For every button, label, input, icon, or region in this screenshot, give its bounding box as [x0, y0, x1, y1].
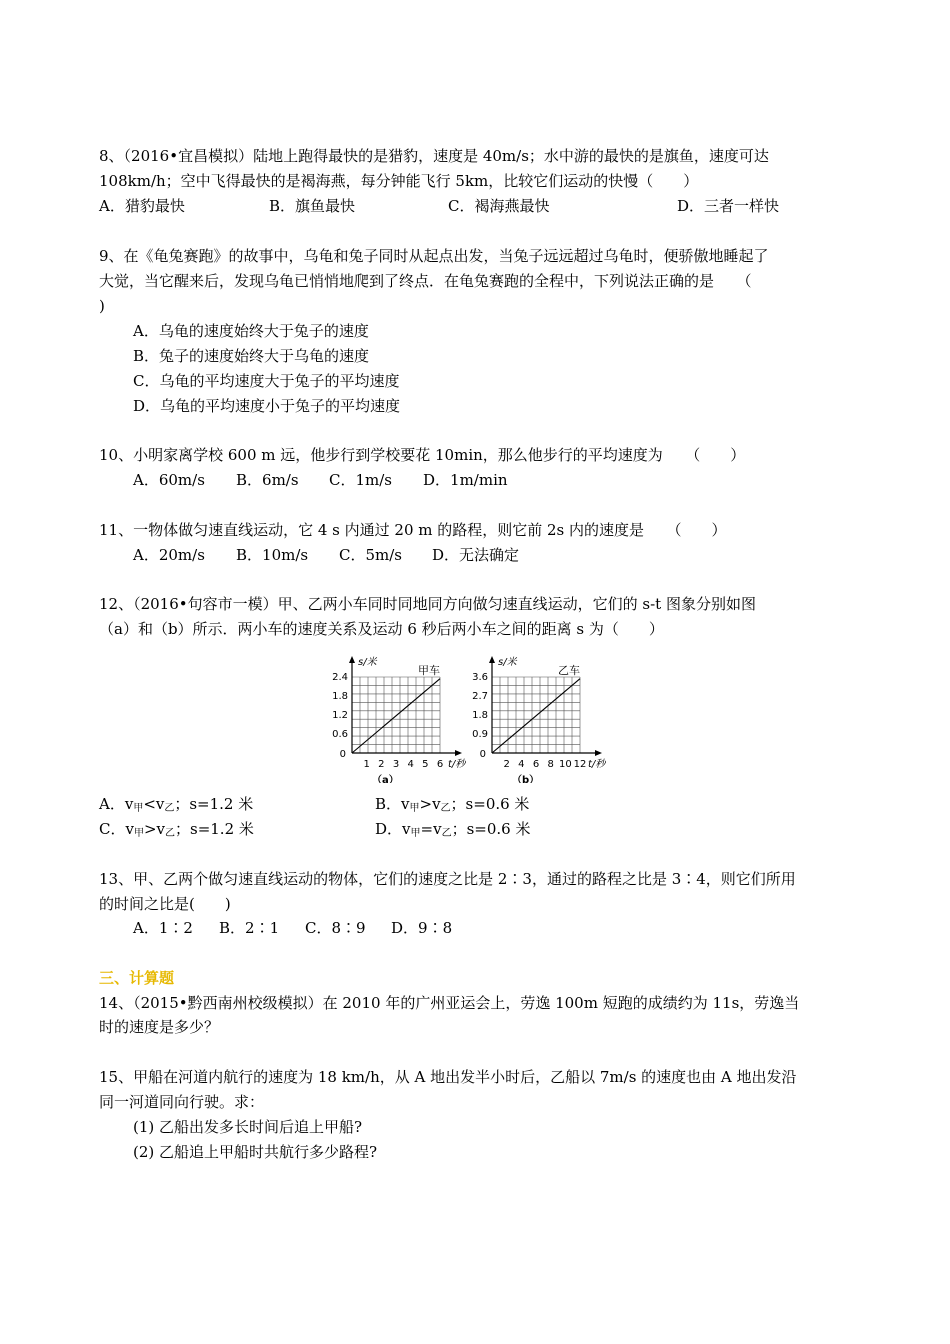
q14-line2: 时的速度是多少？ [99, 1018, 220, 1036]
x-tick-label: 2 [503, 759, 510, 770]
q11-option-c[interactable]: C．5m/s [339, 546, 402, 564]
q8-line2: 108km/h；空中飞得最快的是褐海燕，每分钟能飞行 5km，比较它们运动的快慢（ ） [99, 172, 699, 190]
x-tick-label: 8 [547, 759, 554, 770]
q12-line1: 12、（2016•句容市一模）甲、乙两小车同时同地同方向做匀速直线运动，它们的 s-t 图象分别如图 [99, 595, 756, 613]
x-tick-label: 4 [518, 759, 525, 770]
series-line [352, 679, 440, 753]
y-axis-label: s/米 [358, 657, 377, 668]
x-tick-label: 2 [378, 759, 385, 770]
y-axis-arrow [349, 656, 355, 663]
q13-option-c[interactable]: C．8∶9 [305, 919, 366, 937]
y-axis-arrow [489, 656, 495, 663]
x-tick-label: 6 [436, 759, 444, 770]
q12-option-d[interactable]: D．$v_甲=v_乙$；s=0.6 米 [375, 820, 531, 839]
q8-option-d[interactable]: D．三者一样快 [677, 197, 780, 215]
q8-option-a[interactable]: A．猎豹最快 [99, 197, 185, 215]
q9-option-a[interactable]: A．乌龟的速度始终大于兔子的速度 [133, 322, 369, 340]
q10-option-a[interactable]: A．60m/s [133, 471, 205, 489]
chart-title: 甲车 [418, 664, 440, 677]
q10-options [133, 470, 633, 490]
x-axis-label: t/秒 [448, 759, 466, 770]
x-tick-label: 6 [532, 759, 540, 770]
y-tick-label: 2.4 [332, 672, 348, 683]
q13-line1: 13、甲、乙两个做匀速直线运动的物体，它们的速度之比是 2∶3，通过的路程之比是 3∶4，则它们所用 [99, 870, 796, 888]
x-tick-label: 12 [573, 759, 587, 770]
y-tick-label: 1.2 [332, 710, 348, 721]
x-tick-label: 3 [392, 759, 400, 770]
q15-line2: 同一河道同向行驶。求： [99, 1093, 265, 1111]
x-tick-label: 1 [363, 759, 370, 770]
x-tick-label: 4 [407, 759, 414, 770]
y-tick-label: 1.8 [472, 710, 488, 721]
chart-caption: （a） [372, 775, 399, 783]
q12-line2: （a）和（b）所示．两小车的速度关系及运动 6 秒后两小车之间的距离 s 为（ ） [99, 620, 664, 638]
x-tick-label: 10 [558, 759, 572, 770]
series-line [492, 679, 580, 753]
q11-option-a[interactable]: A．20m/s [133, 546, 205, 564]
q15-sub1: (1) 乙船出发多长时间后追上甲船? [133, 1118, 363, 1136]
q13-option-d[interactable]: D．9∶8 [391, 919, 453, 937]
origin-label: 0 [479, 749, 486, 760]
chart-a-jiache [328, 643, 468, 783]
q13-option-b[interactable]: B．2∶1 [219, 919, 280, 937]
q10-option-d[interactable]: D．1m/min [423, 471, 508, 489]
chart-b-yiche [460, 643, 625, 783]
q12-option-c[interactable]: C．$v_甲>v_乙$；s=1.2 米 [99, 820, 254, 839]
chart-caption: （b） [512, 775, 540, 783]
q9-option-b[interactable]: B．兔子的速度始终大于乌龟的速度 [133, 347, 370, 365]
y-tick-label: 2.7 [472, 691, 488, 702]
q13-option-a[interactable]: A．1∶2 [133, 919, 193, 937]
q10-option-c[interactable]: C．1m/s [329, 471, 392, 489]
q14-line1: 14、（2015•黔西南州校级模拟）在 2010 年的广州亚运会上，劳逸 100m 短跑的成绩约为 11s，劳逸当 [99, 994, 800, 1012]
q12-option-b[interactable]: B．$v_甲>v_乙$；s=0.6 米 [375, 795, 530, 814]
section-title: 三、计算题 [99, 969, 175, 987]
x-axis-arrow [595, 750, 602, 756]
q13-line2: 的时间之比是( ) [99, 895, 231, 913]
y-tick-label: 0.9 [472, 729, 488, 740]
q13-options [133, 918, 533, 938]
q15-sub2: (2) 乙船追上甲船时共航行多少路程? [133, 1143, 378, 1161]
q9-option-d[interactable]: D．乌龟的平均速度小于兔子的平均速度 [133, 397, 401, 415]
y-axis-label: s/米 [498, 657, 517, 668]
q9-line1: 9、在《龟兔赛跑》的故事中，乌龟和兔子同时从起点出发，当兔子远远超过乌龟时，便骄傲地睡起了 [99, 247, 769, 265]
x-tick-label: 5 [422, 759, 429, 770]
q9-line3: ) [99, 297, 105, 315]
q8-options [99, 196, 849, 216]
y-tick-label: 1.8 [332, 691, 348, 702]
q15-line1: 15、甲船在河道内航行的速度为 18 km/h，从 A 地出发半小时后，乙船以 7m/s 的速度也由 A 地出发沿 [99, 1068, 797, 1086]
q9-line2: 大觉，当它醒来后，发现乌龟已悄悄地爬到了终点．在龟兔赛跑的全程中，下列说法正确的是 （ [99, 272, 752, 290]
y-tick-label: 3.6 [472, 672, 488, 683]
q12-option-a[interactable]: A．$v_甲<v_乙$；s=1.2 米 [99, 795, 254, 814]
q8-option-c[interactable]: C．褐海燕最快 [448, 197, 550, 215]
q8-option-b[interactable]: B．旗鱼最快 [269, 197, 356, 215]
chart-title: 乙车 [558, 664, 580, 677]
origin-label: 0 [339, 749, 346, 760]
q9-option-c[interactable]: C．乌龟的平均速度大于兔子的平均速度 [133, 372, 400, 390]
q11-line1: 11、一物体做匀速直线运动，它 4 s 内通过 20 m 的路程，则它前 2s 内的速度是 （ ） [99, 521, 727, 539]
q11-option-d[interactable]: D．无法确定 [432, 546, 520, 564]
q10-option-b[interactable]: B．6m/s [236, 471, 299, 489]
y-tick-label: 0.6 [332, 729, 348, 740]
q10-line1: 10、小明家离学校 600 m 远，他步行到学校要花 10min，那么他步行的平均速度为 （ ） [99, 446, 746, 464]
q8-line1: 8、（2016•宜昌模拟）陆地上跑得最快的是猎豹，速度是 40m/s；水中游的最快的是旗鱼，速度可达 [99, 147, 769, 165]
q11-option-b[interactable]: B．10m/s [236, 546, 309, 564]
x-axis-label: t/秒 [588, 759, 606, 770]
q11-options [133, 545, 633, 565]
